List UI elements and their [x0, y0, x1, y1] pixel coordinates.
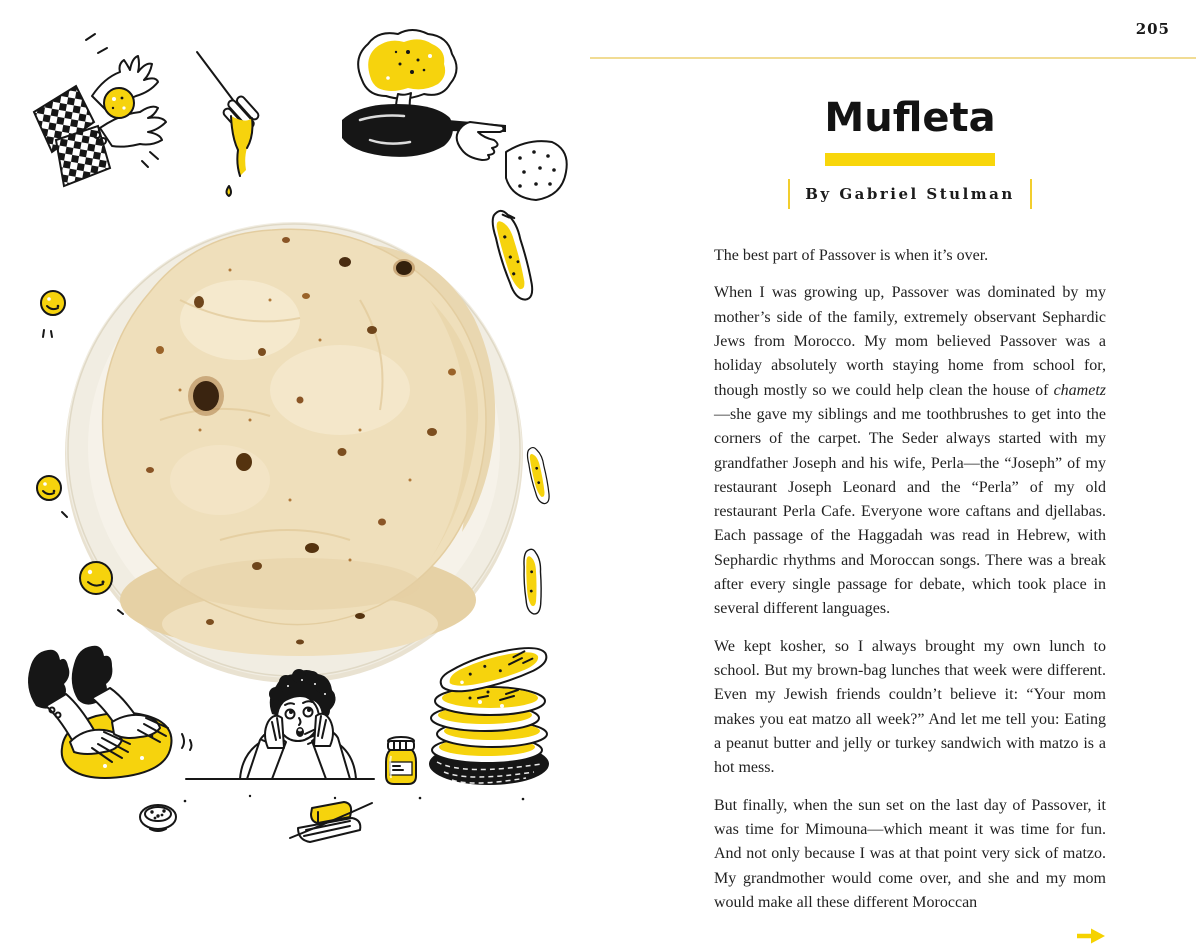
hands-kneading-dough-illustration: [28, 646, 192, 778]
butter-stick-illustration: [290, 802, 372, 842]
plate-of-mufleta-photo: [65, 222, 523, 683]
continued-indicator: [714, 928, 1106, 944]
paragraph-2-pre: When I was growing up, Passover was dominated by my mother’s side of the family, extremely observant Sephardic Jews from Morocco. My mom believed Passover was a holiday absolutely worth staying home from school for, though mostly so we could help clean the house of: [714, 284, 1106, 399]
right-page-text-column: [714, 96, 1106, 944]
mufleta-stack-illustration: [429, 641, 550, 785]
paragraph-1: The best part of Passover is when it’s over.: [714, 247, 989, 264]
left-page-illustration: [0, 0, 598, 872]
paragraph-2: [714, 281, 1106, 621]
byline-text: By Gabriel Stulman: [805, 185, 1015, 203]
byline-rule-right: [1030, 179, 1032, 209]
page-number: 205: [1135, 20, 1170, 38]
honey-dipper-illustration: [197, 52, 262, 196]
story-body: [714, 244, 1106, 944]
paragraph-3: We kept kosher, so I always brought my own lunch to school. But my brown-bag lunches that week were different. Even my Jewish friends couldn’t believe it: “Your mom makes you eat matzo all week?” And let me tell you: Eating a peanut butter and jelly or turkey sandwich with matzo is a hot mess.: [714, 637, 1106, 777]
olive-bowl-illustration: [140, 805, 176, 831]
byline: [714, 179, 1106, 209]
continuation-arrow-icon: [1077, 928, 1105, 944]
paragraph-4: But finally, when the sun set on the last day of Passover, it was time for Mimouna—which meant it was time for fun. And not only because I was at that point very sick of matzo. My grandmother would come over, and she and my mom would make all these different Moroccan: [714, 796, 1106, 911]
paragraph-2-post: —she gave my siblings and me toothbrushes to get into the corners of the carpet. The Seder always started with my grandfather Joseph and his wife, Perla—the “Joseph” of my restaurant Joseph Leonard and the “Perla” of my old restaurant Perla Cafe. Everyone wore caftans and djellabas. Each passage of the Haggadah was read in Hebrew, with Sephardic rhythms and Moroccan songs. There was a break after every single passage for debate, which took place in several different languages.: [714, 405, 1106, 618]
honey-jar-illustration: [386, 737, 416, 784]
page-title: Mufleta: [824, 95, 996, 141]
daydreaming-person-illustration: [186, 669, 374, 779]
crumb-specks: [184, 795, 525, 803]
paragraph-2-italic-term: chametz: [1053, 381, 1106, 399]
skillet-flipping-dough-illustration: [342, 30, 567, 200]
hands-tossing-dough-illustration: [34, 34, 166, 186]
header-rule: [590, 57, 1196, 59]
title-underline-bar: [825, 153, 995, 166]
mufleta-illustration-canvas: [0, 0, 598, 872]
byline-rule-left: [788, 179, 790, 209]
